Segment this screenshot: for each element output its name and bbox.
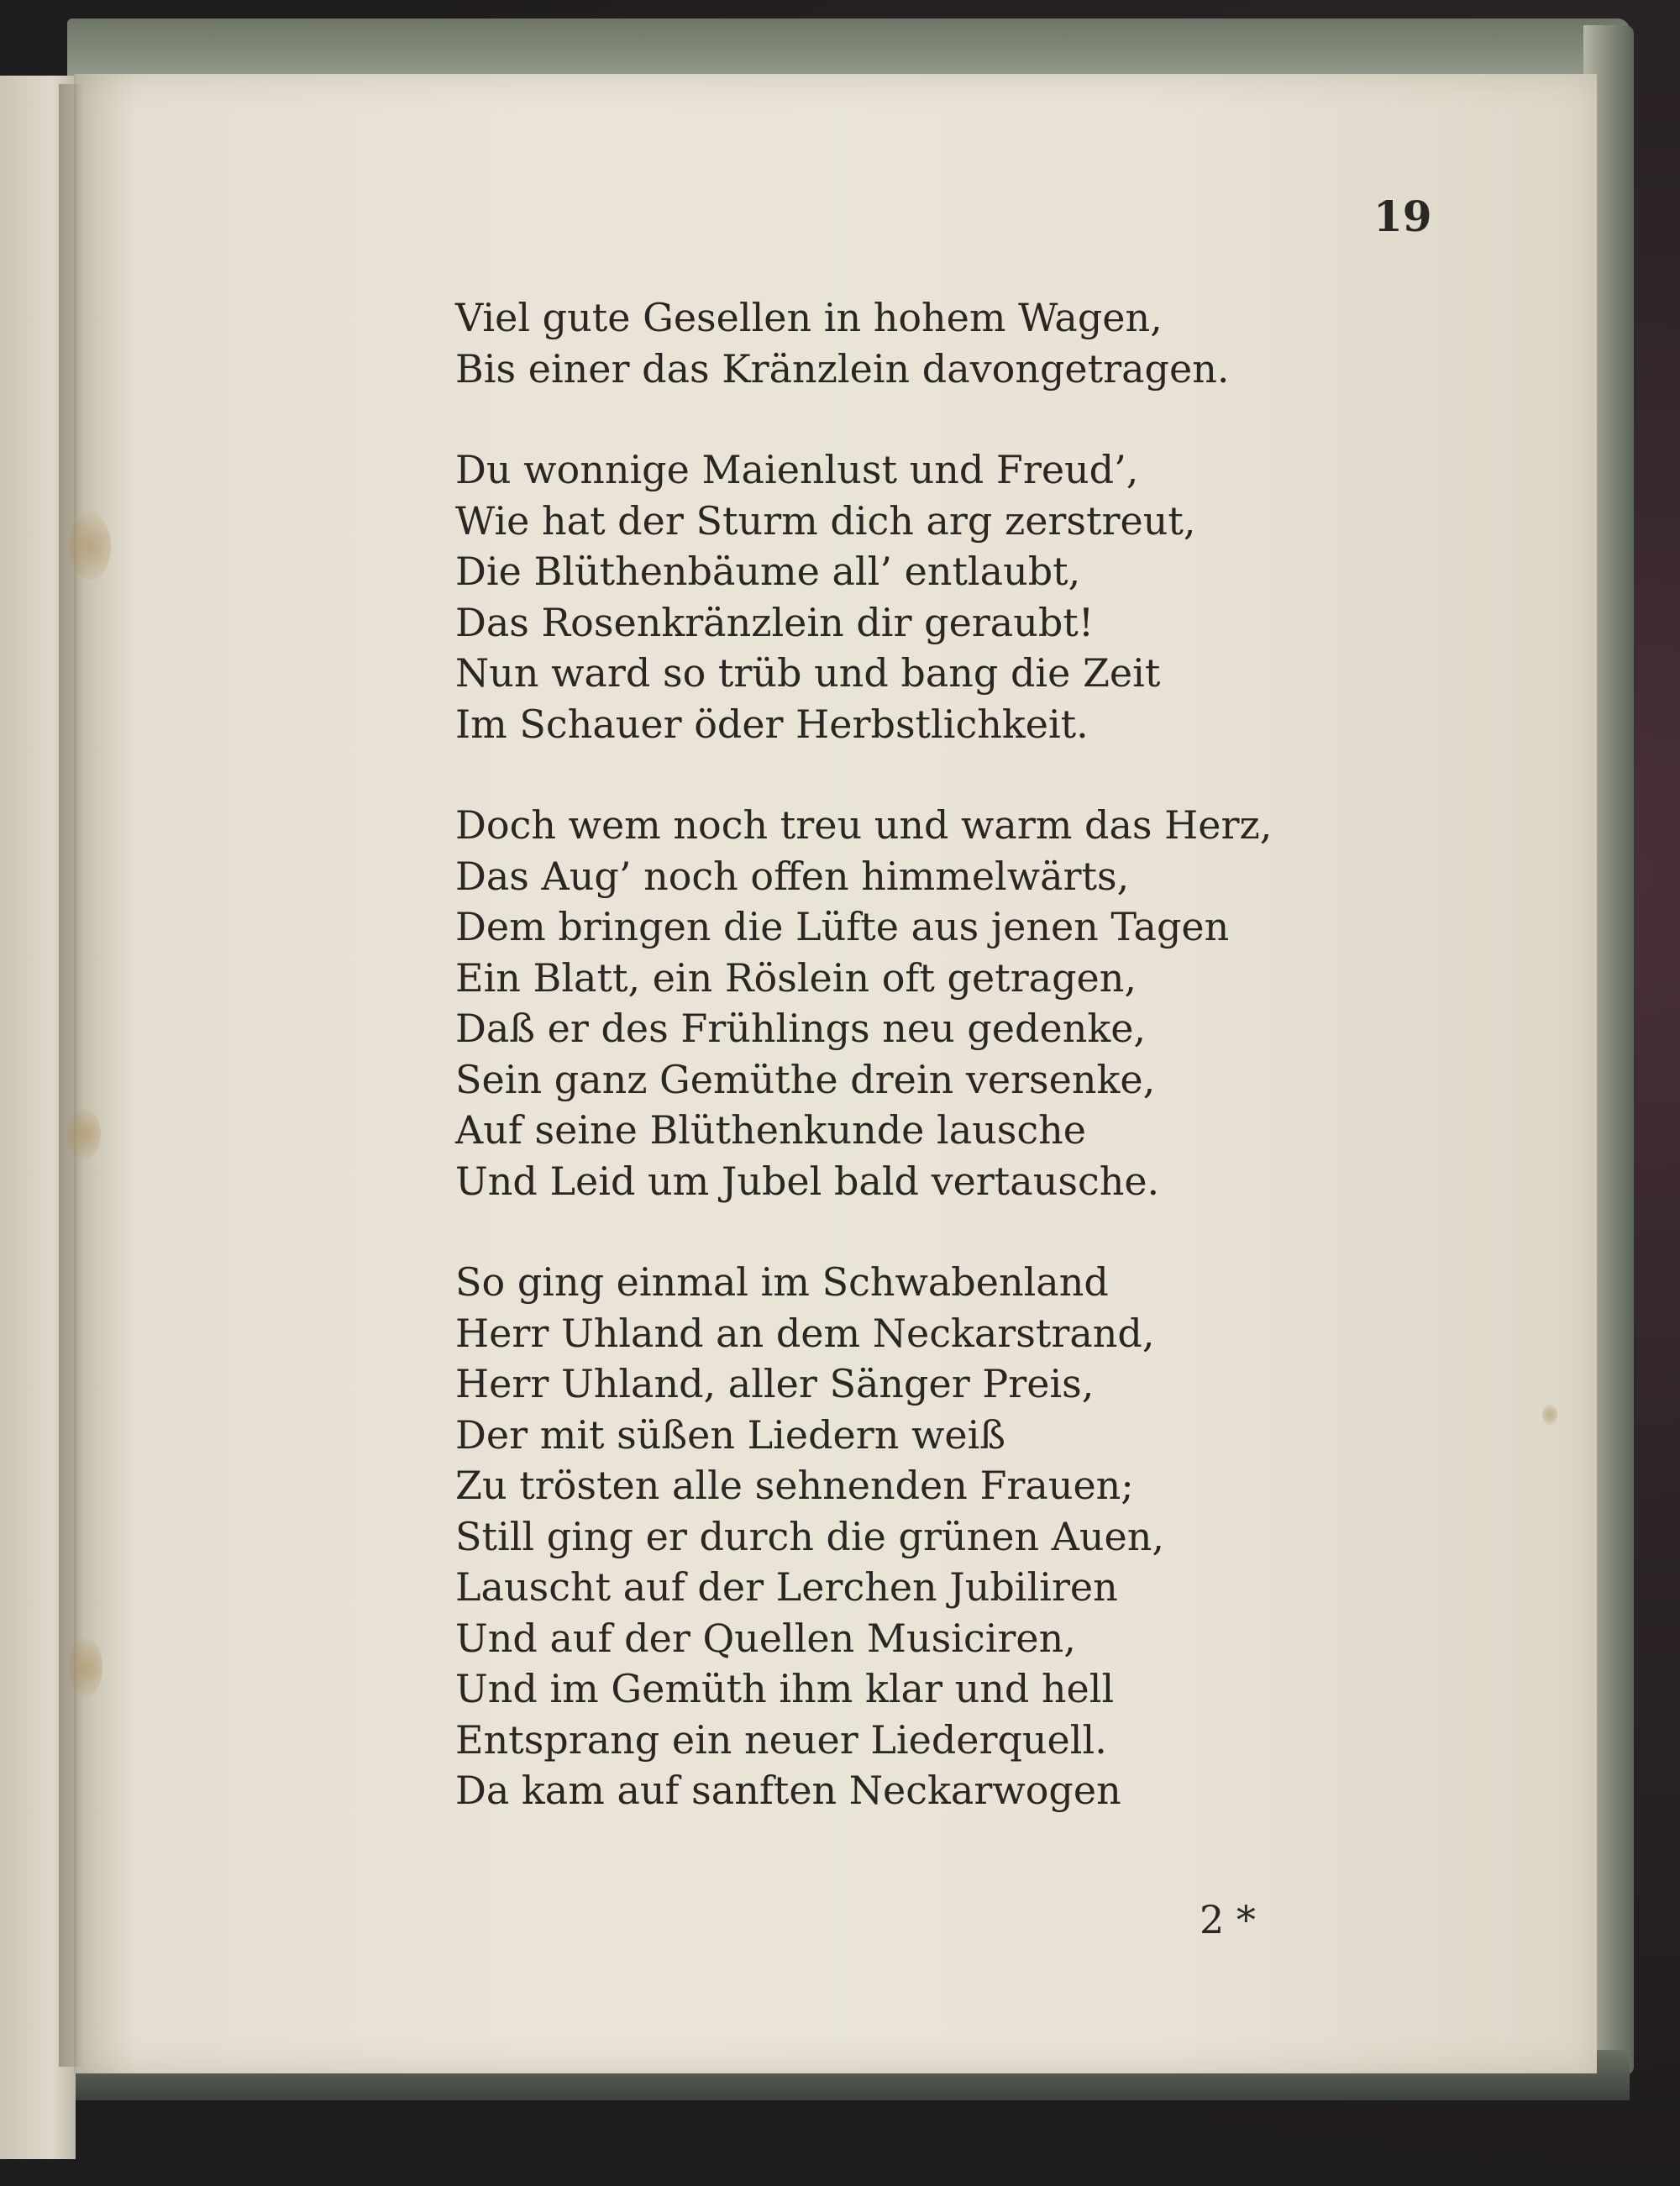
poem-line: Doch wem noch treu und warm das Herz, xyxy=(455,802,1273,848)
poem-line: Bis einer das Kränzlein davongetragen. xyxy=(455,345,1230,391)
stanza-3 xyxy=(455,800,1272,1206)
poem-line: Herr Uhland, aller Sänger Preis, xyxy=(455,1361,1095,1406)
stanza-1 xyxy=(455,292,1272,394)
poem-line: Das Aug’ noch offen himmelwärts, xyxy=(455,853,1130,899)
poem-line: Der mit süßen Liedern weiß xyxy=(455,1411,1006,1458)
paper-stain xyxy=(1542,1405,1557,1425)
poem-line: Viel gute Gesellen in hohem Wagen, xyxy=(455,295,1163,340)
stanza-4 xyxy=(455,1257,1272,1816)
poem-line: So ging einmal im Schwabenland xyxy=(455,1259,1109,1305)
poem-line: Auf seine Blüthenkunde lausche xyxy=(455,1107,1087,1153)
poem-line: Still ging er durch die grünen Auen, xyxy=(455,1513,1164,1559)
poem-line: Und im Gemüth ihm klar und hell xyxy=(455,1666,1115,1711)
paper-stain xyxy=(69,512,111,580)
poem-text xyxy=(455,292,1272,1816)
poem-line: Lauscht auf der Lerchen Jubiliren xyxy=(455,1564,1118,1610)
poem-line: Entsprang ein neuer Liederquell. xyxy=(455,1716,1107,1763)
poem-line: Die Blüthenbäume all’ entlaubt, xyxy=(455,549,1081,594)
poem-line: Ein Blatt, ein Röslein oft getragen, xyxy=(455,954,1137,1001)
signature-mark: 2 * xyxy=(1200,1897,1256,1942)
paper-stain xyxy=(69,1638,102,1697)
poem-line: Das Rosenkränzlein dir geraubt! xyxy=(455,599,1095,645)
page-number: 19 xyxy=(1373,192,1432,241)
poem-line: Im Schauer öder Herbstlichkeit. xyxy=(455,701,1089,747)
poem-line: Dem bringen die Lüfte aus jenen Tagen xyxy=(455,904,1230,949)
poem-line: Wie hat der Sturm dich arg zerstreut, xyxy=(455,497,1196,544)
poem-line: Herr Uhland an dem Neckarstrand, xyxy=(455,1310,1155,1356)
page-gutter-shadow xyxy=(59,84,84,2067)
poem-line: Und auf der Quellen Musiciren, xyxy=(455,1615,1076,1661)
poem-line: Sein ganz Gemüthe drein versenke, xyxy=(455,1056,1156,1102)
poem-line: Du wonnige Maienlust und Freud’, xyxy=(455,447,1139,492)
poem-line: Nun ward so trüb und bang die Zeit xyxy=(455,650,1161,696)
stanza-2 xyxy=(455,444,1272,749)
paper-stain xyxy=(67,1109,101,1159)
poem-line: Daß er des Frühlings neu gedenke, xyxy=(455,1006,1147,1051)
poem-line: Da kam auf sanften Neckarwogen xyxy=(455,1768,1121,1813)
poem-line: Zu trösten alle sehnenden Frauen; xyxy=(455,1463,1134,1508)
poem-line: Und Leid um Jubel bald vertausche. xyxy=(455,1158,1160,1204)
